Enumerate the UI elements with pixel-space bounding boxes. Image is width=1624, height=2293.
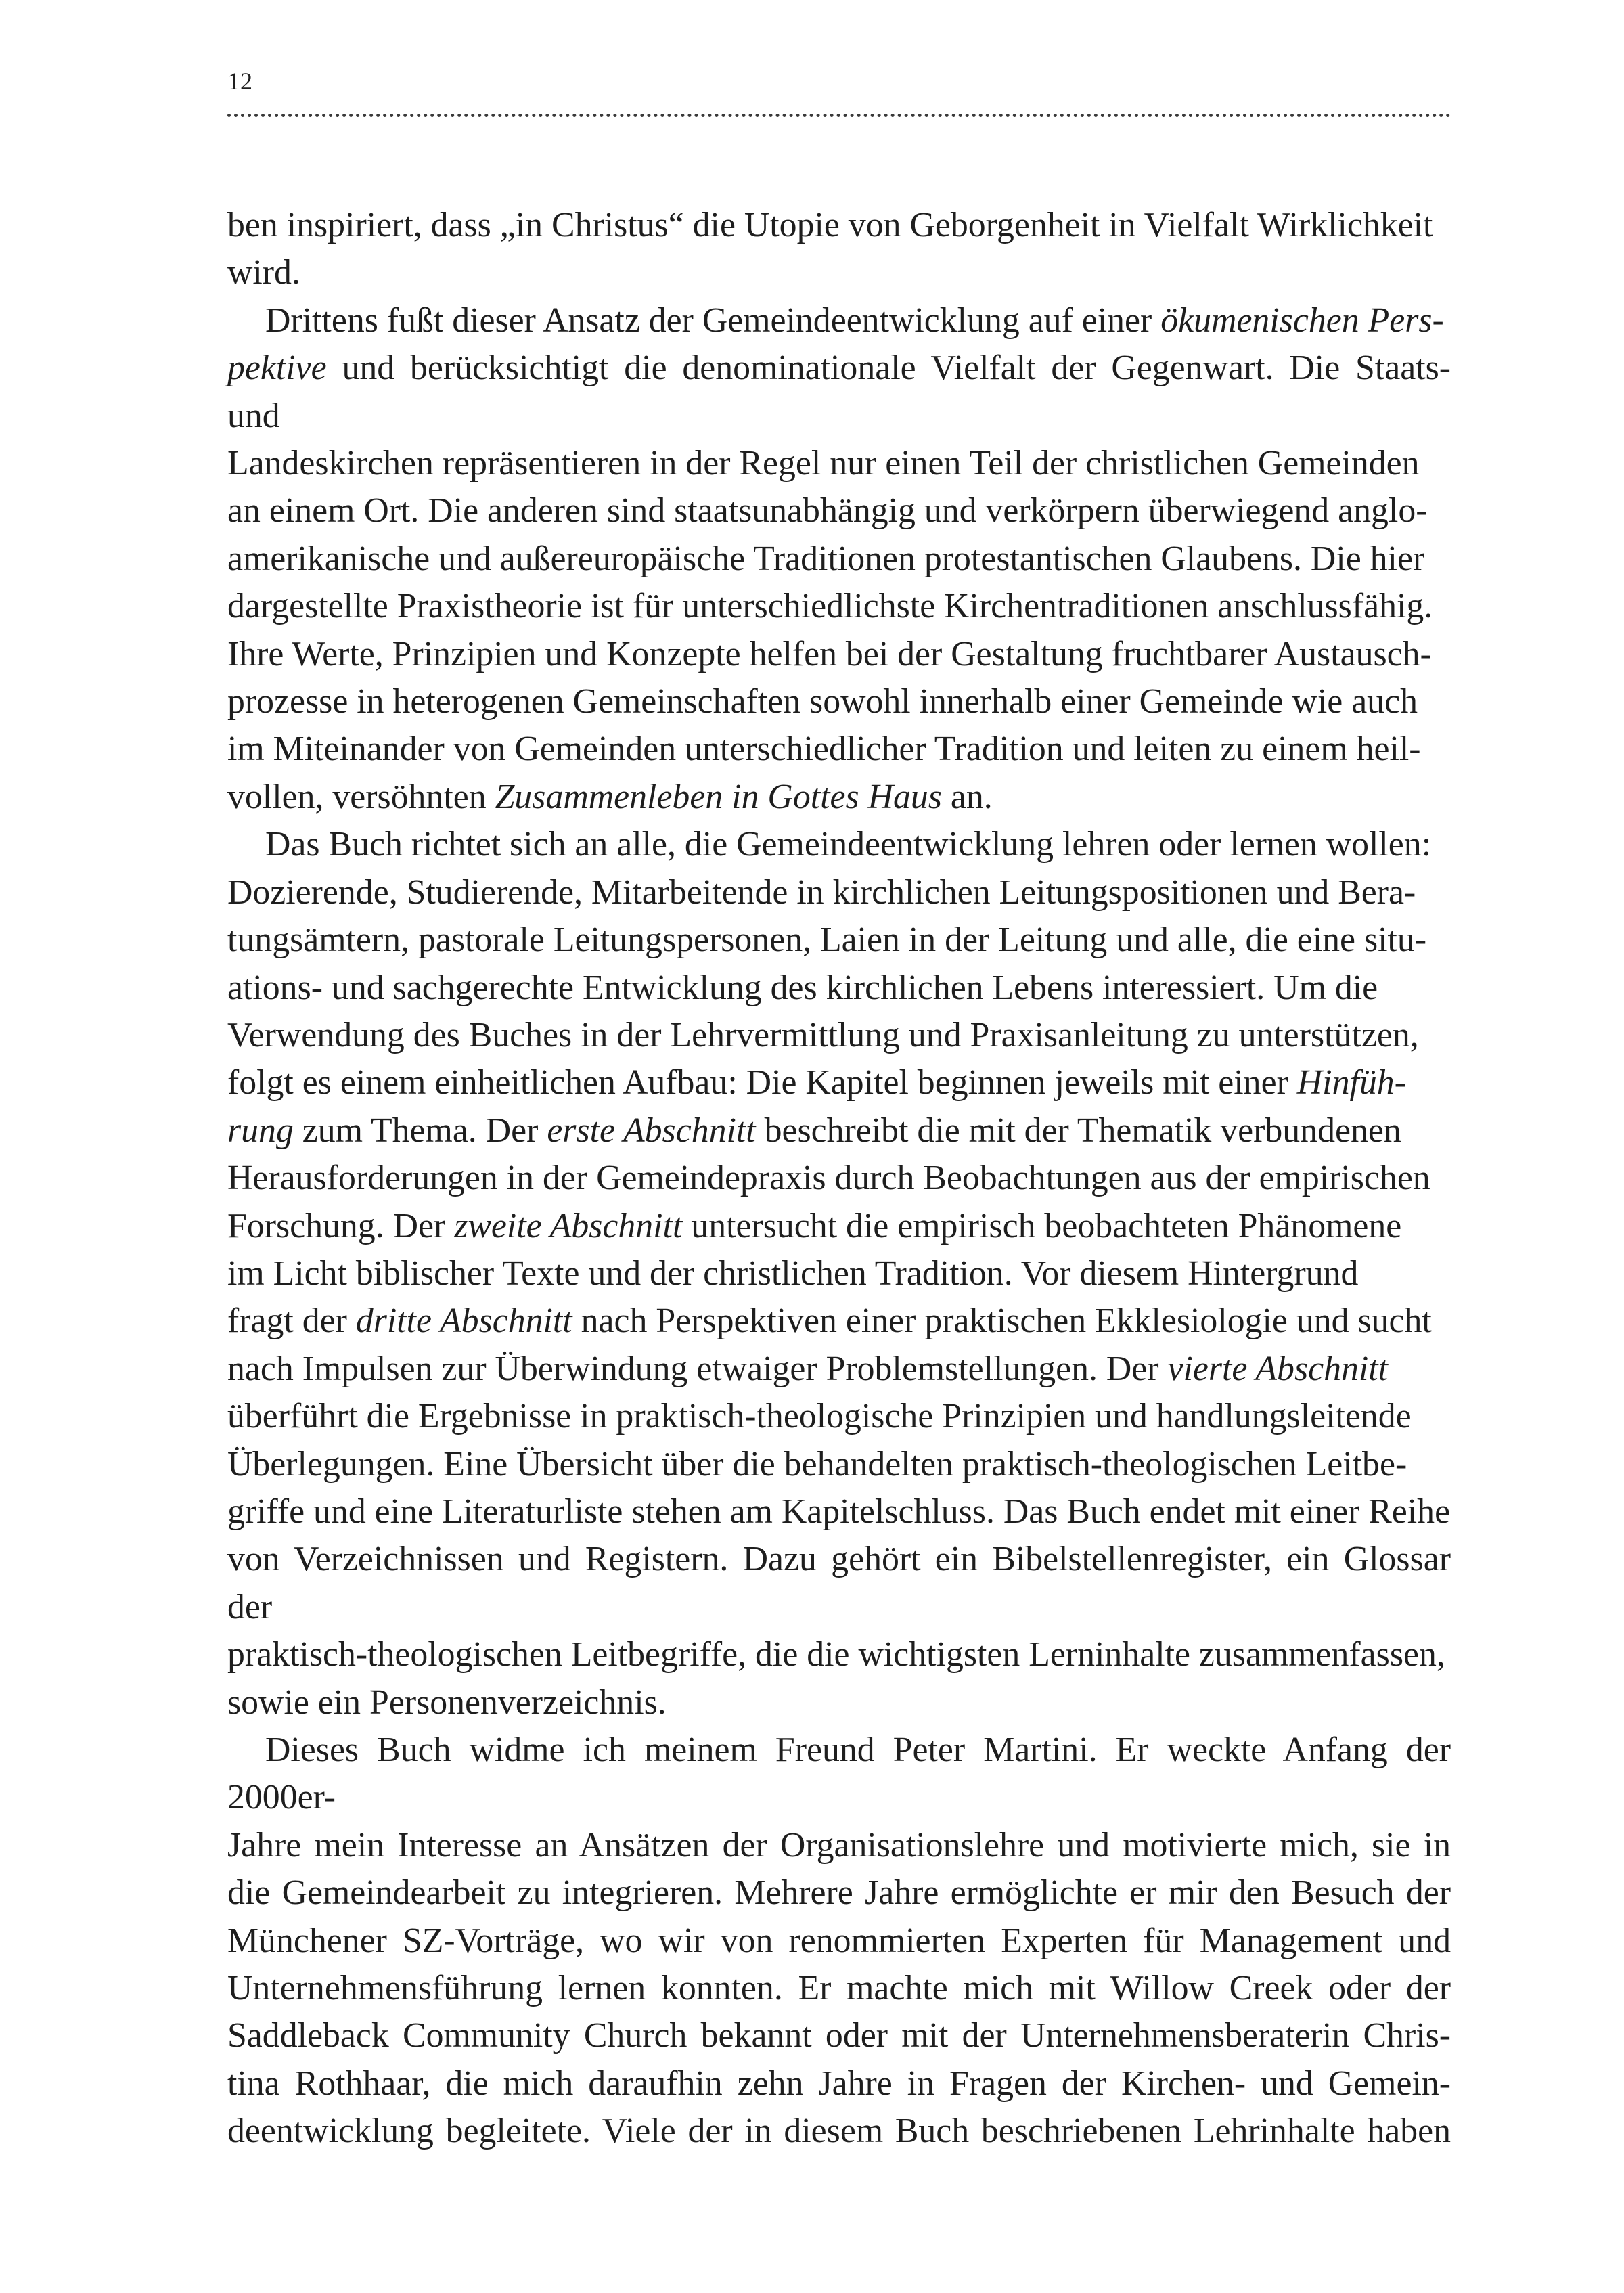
text-run: überführt die Ergebnisse in praktisch-theologische Prinzipien und handlungsleitende (227, 1397, 1412, 1436)
text-run: amerikanische und außereuropäische Traditionen protestantischen Glaubens. Die hier (227, 539, 1425, 578)
text-run: Herausforderungen in der Gemeindepraxis durch Beobachtungen aus der empirischen (227, 1159, 1430, 1198)
italic-text: dritte Abschnitt (355, 1301, 572, 1341)
paragraph-2 (227, 297, 1451, 821)
text-run: tungsämtern, pastorale Leitungspersonen, Laien in der Leitung und alle, die eine situ- (227, 920, 1427, 960)
text-run: an einem Ort. Die anderen sind staatsunabhängig und verkörpern überwiegend anglo- (227, 491, 1428, 531)
italic-text: ökumenischen Pers- (1160, 300, 1444, 340)
paragraph-3 (227, 821, 1451, 1727)
italic-text: Zusammenleben in Gottes Haus (495, 777, 942, 816)
text-run: Saddleback Community Church bekannt oder mit der Unternehmensberaterin Chris- (227, 2016, 1451, 2055)
text-run: fragt der (227, 1301, 356, 1341)
text-run: die Gemeindearbeit zu integrieren. Mehrere Jahre ermöglichte er mir den Besuch der (227, 1873, 1451, 1913)
italic-text: vierte Abschnitt (1167, 1349, 1389, 1388)
text-run: deentwicklung begleitete. Viele der in diesem Buch beschriebenen Lehrinhalte haben (227, 2112, 1451, 2151)
text-run: zum Thema. Der (293, 1111, 547, 1150)
text-run: griffe und eine Literaturliste stehen am Kapitelschluss. Das Buch endet mit einer Reihe (227, 1492, 1451, 1531)
text-run: an. (941, 777, 993, 816)
header-dotted-rule (227, 114, 1451, 117)
text-run: und berücksichtigt die denominationale Vielfalt der Gegenwart. Die Staats- und (227, 349, 1451, 435)
text-run: von Verzeichnissen und Registern. Dazu gehört ein Bibelstellenregister, ein Glossar der (227, 1540, 1451, 1626)
text-run: nach Perspektiven einer praktischen Ekklesiologie und sucht (572, 1301, 1432, 1341)
text-run: ations- und sachgerechte Entwicklung des kirchlichen Lebens interessiert. Um die (227, 968, 1378, 1007)
text-run: beschreibt die mit der Thematik verbundenen (755, 1111, 1401, 1150)
text-run: Das Buch richtet sich an alle, die Gemeindeentwicklung lehren oder lernen wollen: (265, 825, 1432, 864)
text-run: Überlegungen. Eine Übersicht über die behandelten praktisch-theologischen Leitbe- (227, 1444, 1407, 1484)
text-run: prozesse in heterogenen Gemeinschaften sowohl innerhalb einer Gemeinde wie auch (227, 682, 1418, 721)
body-text (227, 202, 1451, 2156)
text-run: folgt es einem einheitlichen Aufbau: Die Kapitel beginnen jeweils mit einer (227, 1063, 1297, 1103)
text-run: nach Impulsen zur Überwindung etwaiger Problemstellungen. Der (227, 1349, 1168, 1388)
italic-text: rung (227, 1111, 294, 1150)
text-run: sowie ein Personenverzeichnis. (227, 1683, 667, 1722)
text-run: tina Rothhaar, die mich daraufhin zehn Jahre in Fragen der Kirchen- und Gemein- (227, 2064, 1451, 2103)
page-number: 12 (227, 68, 253, 95)
italic-text: zweite Abschnitt (454, 1206, 683, 1245)
text-run: wird. (227, 253, 300, 292)
text-run: Drittens fußt dieser Ansatz der Gemeindeentwicklung auf einer (265, 300, 1161, 340)
text-run: im Miteinander von Gemeinden unterschiedlicher Tradition und leiten zu einem heil- (227, 730, 1421, 769)
text-run: Dieses Buch widme ich meinem Freund Peter Martini. Er weckte Anfang der 2000er- (227, 1731, 1451, 1817)
text-run: untersucht die empirisch beobachteten Phänomene (682, 1206, 1402, 1245)
text-run: Verwendung des Buches in der Lehrvermittlung und Praxisanleitung zu unterstützen, (227, 1015, 1419, 1054)
text-run: ben inspiriert, dass „in Christus“ die Utopie von Geborgenheit in Vielfalt Wirklichkeit (227, 206, 1433, 244)
text-run: vollen, versöhnten (227, 777, 495, 816)
italic-text: erste Abschnitt (547, 1111, 756, 1150)
text-run: Unternehmensführung lernen konnten. Er machte mich mit Willow Creek oder der (227, 1969, 1451, 2008)
text-run: Ihre Werte, Prinzipien und Konzepte helfen bei der Gestaltung fruchtbarer Austausch- (227, 634, 1432, 673)
italic-text: Hinfüh- (1296, 1063, 1406, 1103)
text-run: praktisch-theologischen Leitbegriffe, die die wichtigsten Lerninhalte zusammenfassen, (227, 1635, 1445, 1674)
paragraph-1 (227, 202, 1451, 297)
paragraph-4 (227, 1727, 1451, 2156)
text-run: Münchener SZ-Vorträge, wo wir von renommierten Experten für Management und (227, 1921, 1451, 1960)
text-run: Jahre mein Interesse an Ansätzen der Organisationslehre und motivierte mich, sie in (227, 1825, 1451, 1865)
text-run: Forschung. Der (227, 1206, 455, 1245)
text-run: Landeskirchen repräsentieren in der Regel nur einen Teil der christlichen Gemeinden (227, 444, 1420, 483)
text-run: dargestellte Praxistheorie ist für unterschiedlichste Kirchentraditionen anschlussfähig. (227, 587, 1433, 626)
italic-text: pektive (227, 349, 327, 388)
text-run: Dozierende, Studierende, Mitarbeitende in kirchlichen Leitungspositionen und Bera- (227, 872, 1416, 912)
text-run: im Licht biblischer Texte und der christlichen Tradition. Vor diesem Hintergrund (227, 1253, 1359, 1293)
